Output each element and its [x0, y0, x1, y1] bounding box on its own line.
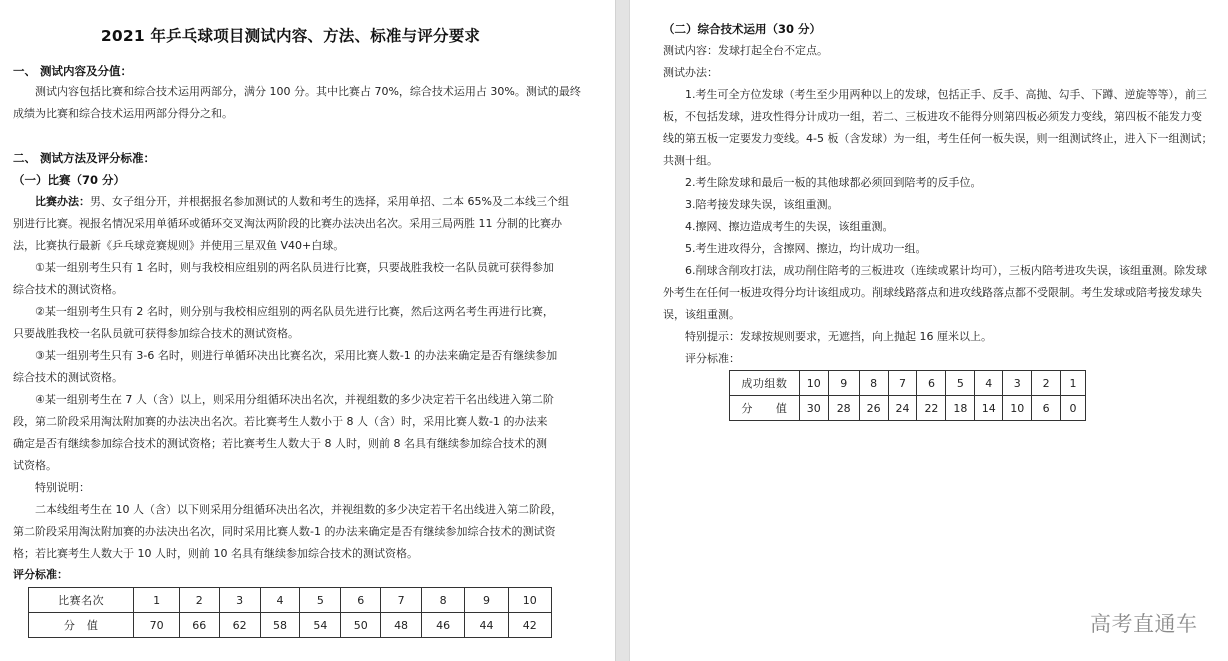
- table-cell: 9: [828, 371, 859, 396]
- table-cell: 8: [422, 588, 465, 613]
- match-score-table: [28, 587, 552, 638]
- technique-heading: （二）综合技术运用（30 分）: [663, 22, 822, 36]
- table-cell: 6: [917, 371, 946, 396]
- rule1-line: ①某一组别考生只有 1 名时，则与我校相应组别的两名队员进行比赛，只要战胜我校一名队员就可获得参加: [35, 261, 554, 274]
- section1-heading: 一、 测试内容及分值：: [13, 64, 133, 78]
- table-cell: 18: [946, 396, 975, 421]
- special-note-line: 格；若比赛考生人数大于 10 人时，则前 10 名具有继续参加综合技术的测试资格。: [13, 547, 418, 560]
- item6-line: 6.削球含削攻打法，成功削住陪考的三板进攻（连续或累计均可），三板内陪考进攻失误，该组重测。除发球: [685, 264, 1207, 277]
- technique-score-table: [729, 370, 1086, 421]
- match-method-label: 比赛办法：: [35, 195, 90, 208]
- special-note-label: 特别说明：: [35, 481, 90, 494]
- item2: 2.考生除发球和最后一板的其他球都必须回到陪考的反手位。: [685, 176, 982, 189]
- item1-line: 线的第五板一定要发力变线。4-5 板（含发球）为一组，考生任何一板失误，则一组测试终止，进入下一组测试；: [663, 132, 1213, 145]
- page-gutter: [615, 0, 630, 661]
- table-cell: 66: [179, 613, 219, 638]
- table-cell: 6: [1032, 396, 1061, 421]
- rule2-line: ②某一组别考生只有 2 名时，则分别与我校相应组别的两名队员先进行比赛，然后这两名考生再进行比赛，: [35, 305, 554, 318]
- rule3-line: ③某一组别考生只有 3-6 名时，则进行单循环决出比赛名次，采用比赛人数-1 的办法来确定是否有继续参加: [35, 349, 558, 362]
- special-note-line: 二本线组考生在 10 人（含）以下则采用分组循环决出名次，并视组数的多少决定若干名出线进入第二阶段，: [35, 503, 562, 516]
- table-cell: 8: [859, 371, 888, 396]
- table-row: [730, 371, 1086, 396]
- table-cell: 7: [888, 371, 917, 396]
- table-cell: 1: [134, 588, 180, 613]
- table-cell: 10: [1003, 396, 1032, 421]
- rule4-line: 试资格。: [13, 459, 57, 472]
- table-cell: 58: [260, 613, 300, 638]
- table-cell: 50: [341, 613, 381, 638]
- table-cell: 22: [917, 396, 946, 421]
- table-cell: 24: [888, 396, 917, 421]
- match-method-line: [35, 195, 569, 209]
- table-cell: 30: [799, 396, 828, 421]
- document-page-right: [630, 0, 1228, 661]
- item1-line: 板，不包括发球，进攻性得分计成功一组，若二、三板进攻不能得分则第四板必须发力变线，第四板不能发力变: [663, 110, 1202, 123]
- table-cell: 3: [1003, 371, 1032, 396]
- table-row: [29, 588, 552, 613]
- rule1-line: 综合技术的测试资格。: [13, 283, 123, 296]
- technique-method-label: 测试办法：: [663, 66, 718, 79]
- table-cell: 0: [1061, 396, 1086, 421]
- table-header-cell: 成功组数: [730, 371, 800, 396]
- table-cell: 10: [508, 588, 551, 613]
- table-cell: 48: [381, 613, 422, 638]
- table-cell: 5: [946, 371, 975, 396]
- table-row: [730, 396, 1086, 421]
- table-cell: 44: [465, 613, 508, 638]
- section1-paragraph-line: 测试内容包括比赛和综合技术运用两部分，满分 100 分。其中比赛占 70%，综合技术运用占 30%。测试的最终: [35, 85, 581, 98]
- item5: 5.考生进攻得分，含擦网、擦边，均计成功一组。: [685, 242, 927, 255]
- item3: 3.陪考接发球失误，该组重测。: [685, 198, 839, 211]
- rule3-line: 综合技术的测试资格。: [13, 371, 123, 384]
- rule4-line: ④某一组别考生在 7 人（含）以上，则采用分组循环决出名次，并视组数的多少决定若干名出线进入第二阶: [35, 393, 554, 406]
- match-scoring-label: 评分标准：: [13, 568, 68, 581]
- table-cell: 7: [381, 588, 422, 613]
- table-header-cell: 比赛名次: [29, 588, 134, 613]
- item1-line: 1.考生可全方位发球（考生至少用两种以上的发球，包括正手、反手、高抛、勾手、下蹲、逆旋等等），前三: [685, 88, 1207, 101]
- table-cell: 4: [975, 371, 1003, 396]
- table-cell: 26: [859, 396, 888, 421]
- table-cell: 1: [1061, 371, 1086, 396]
- document-title: 2021 年乒乓球项目测试内容、方法、标准与评分要求: [100, 27, 481, 45]
- watermark: 高考直通车: [1090, 612, 1198, 636]
- table-header-cell: 分 值: [29, 613, 134, 638]
- match-heading: （一）比赛（70 分）: [13, 173, 126, 187]
- table-cell: 54: [300, 613, 341, 638]
- rule2-line: 只要战胜我校一名队员就可获得参加综合技术的测试资格。: [13, 327, 299, 340]
- item4: 4.擦网、擦边造成考生的失误，该组重测。: [685, 220, 894, 233]
- section1-paragraph-line: 成绩为比赛和综合技术运用两部分得分之和。: [13, 107, 233, 120]
- technique-scoring-label: 评分标准：: [685, 352, 740, 365]
- special-tip: 特别提示：发球按规则要求，无遮挡，向上抛起 16 厘米以上。: [685, 330, 992, 343]
- table-cell: 9: [465, 588, 508, 613]
- table-cell: 2: [1032, 371, 1061, 396]
- table-cell: 70: [134, 613, 180, 638]
- section2-heading: 二、 测试方法及评分标准：: [13, 151, 156, 165]
- table-cell: 46: [422, 613, 465, 638]
- table-cell: 28: [828, 396, 859, 421]
- table-cell: 5: [300, 588, 341, 613]
- table-cell: 42: [508, 613, 551, 638]
- table-header-cell: 分 值: [730, 396, 800, 421]
- technique-content: 测试内容：发球打起全台不定点。: [663, 44, 828, 57]
- rule4-line: 确定是否有继续参加综合技术的测试资格；若比赛考生人数大于 8 人时，则前 8 名具有继续参加综合技术的测: [13, 437, 547, 450]
- match-method-line: 别进行比赛。视报名情况采用单循环或循环交叉淘汰两阶段的比赛办法决出名次。采用三局两胜 11 分制的比赛办: [13, 217, 562, 230]
- table-row: [29, 613, 552, 638]
- item6-line: 外考生在任何一板进攻得分均计该组成功。削球线路落点和进攻线路落点都不受限制。考生发球或陪考接发球失: [663, 286, 1202, 299]
- item6-line: 误，该组重测。: [663, 308, 740, 321]
- table-cell: 10: [799, 371, 828, 396]
- match-method-line: 法，比赛执行最新《乒乓球竞赛规则》并使用三星双鱼 V40+白球。: [13, 239, 345, 252]
- table-cell: 2: [179, 588, 219, 613]
- table-cell: 14: [975, 396, 1003, 421]
- rule4-line: 段，第二阶段采用淘汰附加赛的办法决出名次。若比赛考生人数小于 8 人（含）时，采用比赛人数-1 的办法来: [13, 415, 548, 428]
- item1-line: 共测十组。: [663, 154, 718, 167]
- table-cell: 6: [341, 588, 381, 613]
- table-cell: 4: [260, 588, 300, 613]
- match-method-text: 男、女子组分开，并根据报名参加测试的人数和考生的选择，采用单招、二本 65%及二本线三个组: [90, 195, 569, 208]
- table-cell: 3: [219, 588, 260, 613]
- table-cell: 62: [219, 613, 260, 638]
- special-note-line: 第二阶段采用淘汰附加赛的办法决出名次，同时采用比赛人数-1 的办法来确定是否有继续参加综合技术的测试资: [13, 525, 556, 538]
